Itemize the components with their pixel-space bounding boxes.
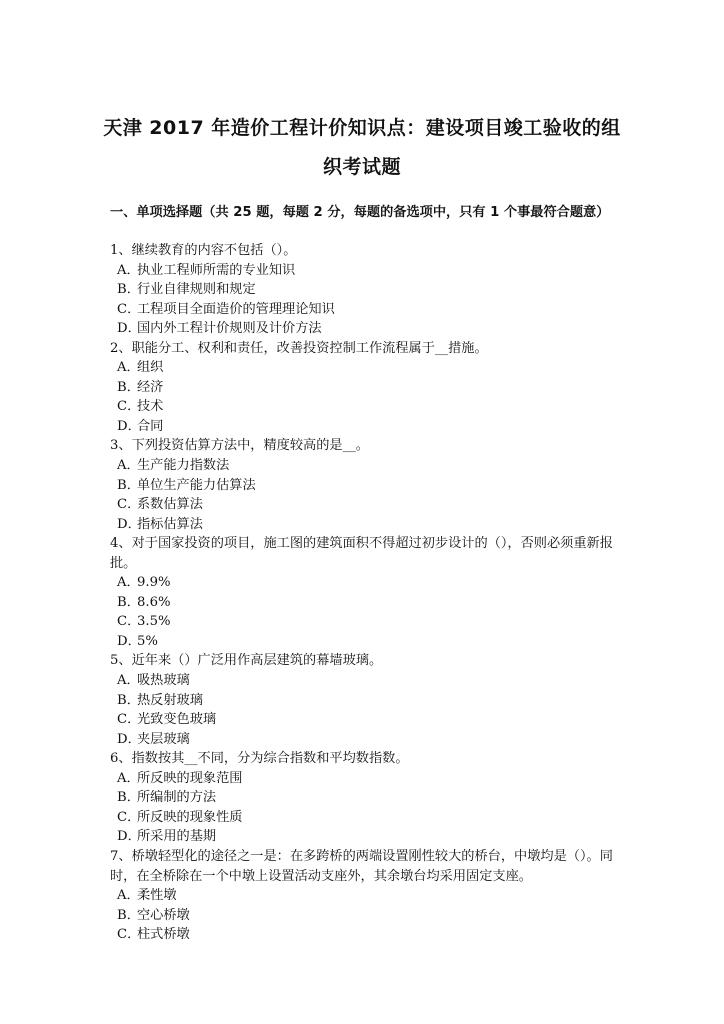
option-label: C． xyxy=(117,301,141,317)
question-5-option xyxy=(110,671,625,691)
question-3-option xyxy=(110,515,625,535)
option-label: B． xyxy=(117,282,140,298)
option-label: D． xyxy=(117,633,141,649)
option-label: C． xyxy=(117,712,141,728)
option-label: B． xyxy=(117,594,140,610)
question-2-option xyxy=(110,358,625,378)
option-text: 指标估算法 xyxy=(137,516,203,532)
question-2-option xyxy=(110,378,625,398)
question-6-option xyxy=(110,808,625,828)
option-text: 经济 xyxy=(137,379,164,395)
option-text: 热反射玻璃 xyxy=(137,692,203,708)
question-4-option xyxy=(110,632,625,652)
option-text: 组织 xyxy=(137,360,164,376)
option-text: 柱式桥墩 xyxy=(137,927,190,943)
question-6: 6、指数按其__不同，分为综合指数和平均数指数。 xyxy=(110,751,409,767)
option-label: D． xyxy=(117,516,141,532)
option-label: C． xyxy=(117,399,141,415)
question-2-option xyxy=(110,417,625,437)
option-text: 柔性墩 xyxy=(137,888,177,904)
option-text: 单位生产能力估算法 xyxy=(137,477,256,493)
option-text: 所反映的现象范围 xyxy=(137,770,243,786)
option-text: 吸热玻璃 xyxy=(137,673,190,689)
option-text: 行业自律规则和规定 xyxy=(137,282,256,298)
option-label: A． xyxy=(117,575,140,591)
option-label: D． xyxy=(117,418,141,434)
option-text: 3.5% xyxy=(137,614,171,630)
section-heading: 一、单项选择题（共 25 题，每题 2 分，每题的备选项中，只有 1 个事最符合题意） xyxy=(110,205,610,220)
question-1-option xyxy=(110,261,625,281)
question-7: 7、桥墩轻型化的途径之一是：在多跨桥的两端设置刚性较大的桥台，中墩均是（）。同时，在全桥除在一个中墩上设置活动支座外，其余墩台均采用固定支座。 xyxy=(110,848,613,884)
question-4-option xyxy=(110,573,625,593)
option-text: 生产能力指数法 xyxy=(137,458,230,474)
option-label: A． xyxy=(117,262,140,278)
question-1-option xyxy=(110,300,625,320)
option-text: 8.6% xyxy=(137,594,171,610)
option-label: A． xyxy=(117,360,140,376)
document-title-line-1: 天津 2017 年造价工程计价知识点：建设项目竣工验收的组 xyxy=(103,117,621,139)
option-text: 国内外工程计价规则及计价方法 xyxy=(137,321,322,337)
question-7-option xyxy=(110,925,625,945)
option-label: A． xyxy=(117,673,140,689)
option-label: B． xyxy=(117,907,140,923)
option-label: D． xyxy=(117,321,141,337)
option-label: D． xyxy=(117,829,141,845)
option-text: 合同 xyxy=(137,418,164,434)
question-7-option xyxy=(110,886,625,906)
question-6-option xyxy=(110,827,625,847)
option-text: 夹层玻璃 xyxy=(137,731,190,747)
option-label: C． xyxy=(117,497,141,513)
option-text: 所采用的基期 xyxy=(137,829,217,845)
option-text: 5% xyxy=(137,633,158,649)
question-5-option xyxy=(110,691,625,711)
option-text: 技术 xyxy=(137,399,164,415)
option-label: B． xyxy=(117,790,140,806)
option-label: B． xyxy=(117,477,140,493)
option-text: 9.9% xyxy=(137,575,171,591)
question-4: 4、对于国家投资的项目，施工图的建筑面积不得超过初步设计的（），否则必须重新报批。 xyxy=(110,536,613,571)
question-3-option xyxy=(110,495,625,515)
option-label: A． xyxy=(117,888,140,904)
question-3-option xyxy=(110,476,625,496)
question-5-option xyxy=(110,710,625,730)
question-7-option xyxy=(110,906,625,926)
option-text: 执业工程师所需的专业知识 xyxy=(137,262,296,278)
question-1: 1、继续教育的内容不包括（）。 xyxy=(110,243,297,258)
option-label: D． xyxy=(117,731,141,747)
question-2-option xyxy=(110,397,625,417)
question-4-option xyxy=(110,612,625,632)
option-text: 光致变色玻璃 xyxy=(137,712,217,728)
option-text: 工程项目全面造价的管理理论知识 xyxy=(137,301,335,317)
question-1-option xyxy=(110,319,625,339)
option-text: 所反映的现象性质 xyxy=(137,809,243,825)
option-label: C． xyxy=(117,614,141,630)
option-text: 所编制的方法 xyxy=(137,790,217,806)
option-label: C． xyxy=(117,927,141,943)
option-text: 空心桥墩 xyxy=(137,907,190,923)
option-label: B． xyxy=(117,692,140,708)
question-2: 2、职能分工、权利和责任，改善投资控制工作流程属于__措施。 xyxy=(110,340,488,356)
option-label: A． xyxy=(117,770,140,786)
option-label: A． xyxy=(117,458,140,474)
question-3: 3、下列投资估算方法中，精度较高的是__。 xyxy=(110,438,369,454)
document-title-line-2: 织考试题 xyxy=(322,156,401,178)
question-4-option xyxy=(110,593,625,613)
question-5: 5、近年来（）广泛用作高层建筑的幕墙玻璃。 xyxy=(110,653,383,669)
question-1-option xyxy=(110,280,625,300)
question-3-option xyxy=(110,456,625,476)
question-6-option xyxy=(110,788,625,808)
option-label: C． xyxy=(117,809,141,825)
option-text: 系数估算法 xyxy=(137,497,203,513)
question-6-option xyxy=(110,769,625,789)
question-list xyxy=(110,241,625,945)
question-5-option xyxy=(110,730,625,750)
option-label: B． xyxy=(117,379,140,395)
